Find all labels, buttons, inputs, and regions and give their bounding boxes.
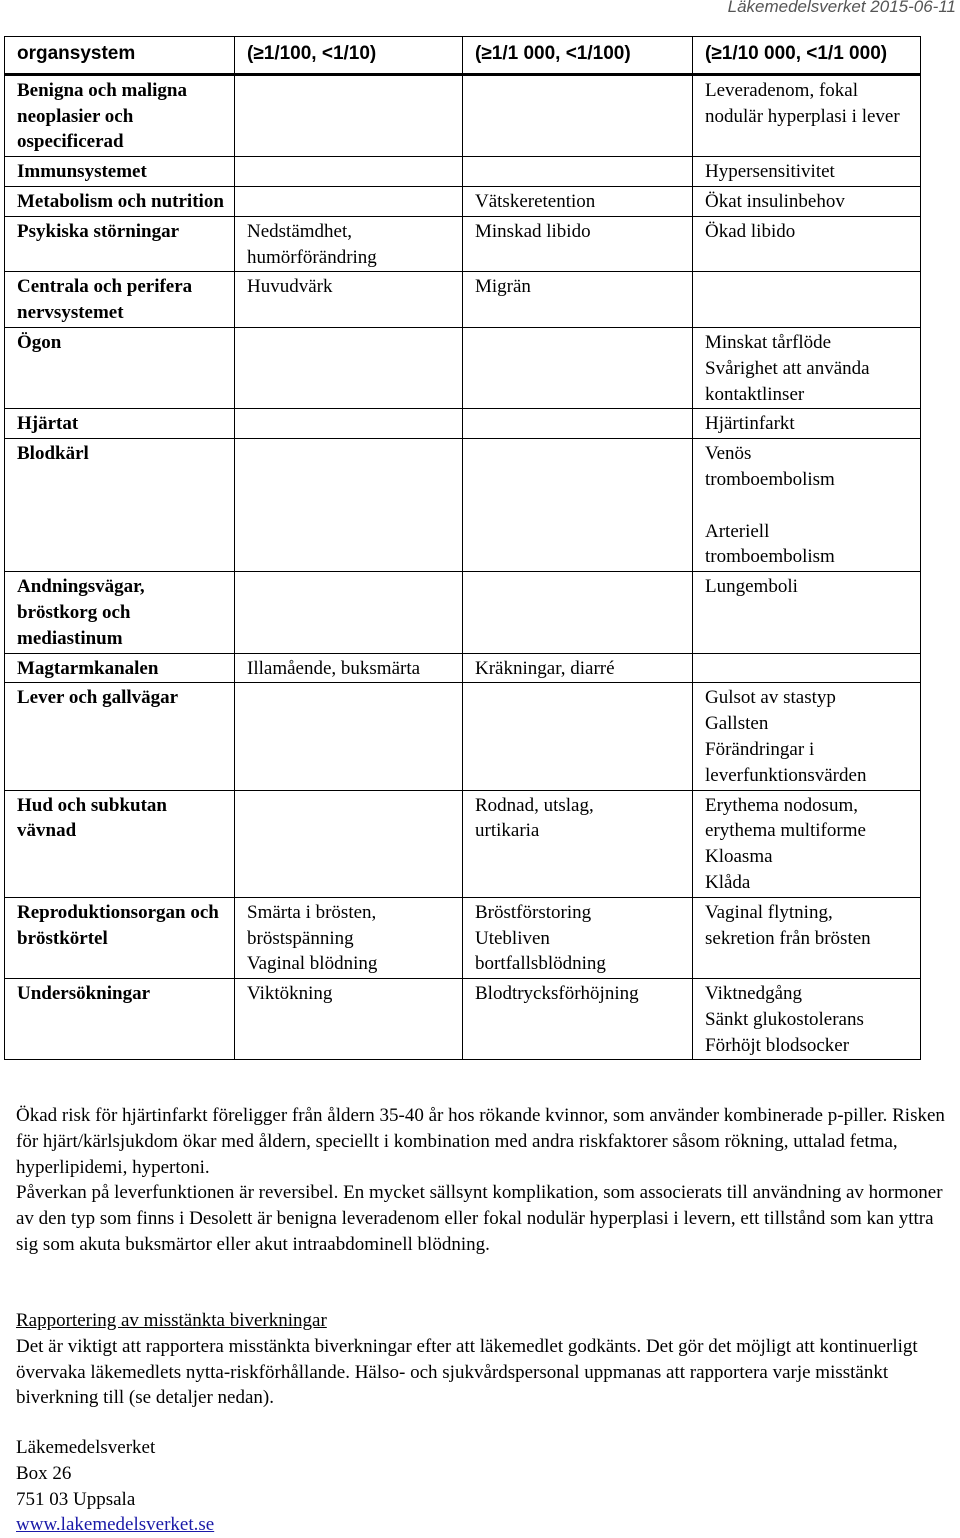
table-row (5, 683, 921, 790)
table-row (5, 272, 921, 328)
organ-system-cell: Centrala och perifera nervsystemet (5, 272, 235, 328)
organ-system-cell: Hud och subkutan vävnad (5, 790, 235, 897)
table-row (5, 439, 921, 572)
frequency-cell (463, 327, 693, 408)
frequency-cell (235, 186, 463, 216)
frequency-cell: Blodtrycksförhöjning (463, 979, 693, 1060)
table-row (5, 572, 921, 653)
frequency-cell: Minskad libido (463, 216, 693, 272)
frequency-cell: Viktnedgång Sänkt glukostolerans Förhöjt blodsocker (693, 979, 921, 1060)
frequency-cell: Kräkningar, diarré (463, 653, 693, 683)
table-header (5, 37, 921, 75)
reporting-section (16, 1308, 951, 1411)
frequency-cell (693, 272, 921, 328)
table-row (5, 653, 921, 683)
organ-system-cell: Metabolism och nutrition (5, 186, 235, 216)
organ-system-cell: Undersökningar (5, 979, 235, 1060)
organ-system-cell: Lever och gallvägar (5, 683, 235, 790)
table-row (5, 186, 921, 216)
frequency-cell: Migrän (463, 272, 693, 328)
table-row (5, 157, 921, 187)
header-date: Läkemedelsverket 2015-06-11 (727, 0, 956, 16)
column-header: (≥1/10 000, <1/1 000) (693, 37, 921, 75)
header-row (5, 37, 921, 75)
organ-system-cell: Magtarmkanalen (5, 653, 235, 683)
frequency-cell (235, 409, 463, 439)
table-row (5, 897, 921, 978)
frequency-cell (235, 157, 463, 187)
frequency-cell: Leveradenom, fokal nodulär hyperplasi i lever (693, 74, 921, 156)
organ-system-cell: Andningsvägar, bröstkorg och mediastinum (5, 572, 235, 653)
frequency-cell: Venös tromboembolism Arteriell tromboembolism (693, 439, 921, 572)
frequency-cell (463, 409, 693, 439)
frequency-cell (235, 74, 463, 156)
organ-system-cell: Ögon (5, 327, 235, 408)
adverse-effects-table (4, 36, 921, 1060)
organ-system-cell: Psykiska störningar (5, 216, 235, 272)
frequency-cell (235, 683, 463, 790)
organ-system-cell: Immunsystemet (5, 157, 235, 187)
frequency-cell: Bröstförstoring Utebliven bortfallsblödning (463, 897, 693, 978)
frequency-cell: Ökat insulinbehov (693, 186, 921, 216)
column-header: (≥1/100, <1/10) (235, 37, 463, 75)
frequency-cell: Minskat tårflöde Svårighet att använda kontaktlinser (693, 327, 921, 408)
frequency-cell: Ökad libido (693, 216, 921, 272)
reporting-heading: Rapportering av misstänkta biverkningar (16, 1310, 327, 1331)
address-block (16, 1435, 951, 1538)
frequency-cell: Hjärtinfarkt (693, 409, 921, 439)
frequency-cell (463, 572, 693, 653)
frequency-cell: Vaginal flytning, sekretion från brösten (693, 897, 921, 978)
frequency-cell: Illamående, buksmärta (235, 653, 463, 683)
table-row (5, 409, 921, 439)
table-row (5, 216, 921, 272)
body-text (16, 1103, 951, 1258)
table-row (5, 979, 921, 1060)
frequency-cell: Smärta i brösten, bröstspänning Vaginal blödning (235, 897, 463, 978)
frequency-cell: Rodnad, utslag, urtikaria (463, 790, 693, 897)
frequency-cell (463, 683, 693, 790)
paragraph-reporting: Det är viktigt att rapportera misstänkta biverkningar efter att läkemedlet godkänts. Det gör det möjligt att kontinuerligt övervaka läkemedlets nytta-riskförhållande. Hälso- och sjukvårdspersonal uppmanas att rapportera varje misstänkt biverkning till (se detaljer nedan). (16, 1335, 918, 1409)
frequency-cell (235, 572, 463, 653)
frequency-cell: Huvudvärk (235, 272, 463, 328)
frequency-cell: Erythema nodosum, erythema multiforme Kloasma Klåda (693, 790, 921, 897)
frequency-cell (693, 653, 921, 683)
frequency-cell (463, 74, 693, 156)
website-link[interactable]: www.lakemedelsverket.se (16, 1514, 215, 1536)
frequency-cell: Viktökning (235, 979, 463, 1060)
frequency-cell: Vätskeretention (463, 186, 693, 216)
address-name: Läkemedelsverket (16, 1437, 156, 1458)
table-body (5, 74, 921, 1060)
column-header: (≥1/1 000, <1/100) (463, 37, 693, 75)
frequency-cell: Hypersensitivitet (693, 157, 921, 187)
frequency-cell: Nedstämdhet, humörförändring (235, 216, 463, 272)
frequency-cell: Lungemboli (693, 572, 921, 653)
table-row (5, 790, 921, 897)
table-row (5, 74, 921, 156)
frequency-cell (463, 157, 693, 187)
frequency-cell (235, 327, 463, 408)
paragraph-risk: Ökad risk för hjärtinfarkt föreligger från åldern 35-40 år hos rökande kvinnor, som använder kombinerade p-piller. Risken för hjärt/kärlsjukdom ökar med åldern, speciellt i kombination med andra riskfaktorer såsom rökning, uttalad fetma, hyperlipidemi, hypertoni. (16, 1105, 945, 1178)
paragraph-liver: Påverkan på leverfunktionen är reversibel. En mycket sällsynt komplikation, som associerats till användning av hormoner av den typ som finns i Desolett är benigna leveradenom eller fokal nodulär hyperplasi i levern, ett tillstånd som kan yttra sig som akuta buksmärtor eller akut intraabdominell blödning. (16, 1182, 943, 1255)
frequency-cell (235, 790, 463, 897)
organ-system-cell: Reproduktionsorgan och bröstkörtel (5, 897, 235, 978)
frequency-cell (463, 439, 693, 572)
table-row (5, 327, 921, 408)
address-city: 751 03 Uppsala (16, 1488, 136, 1510)
organ-system-cell: Blodkärl (5, 439, 235, 572)
organ-system-cell: Hjärtat (5, 409, 235, 439)
organ-system-cell: Benigna och maligna neoplasier och ospecificerad (5, 74, 235, 156)
column-header: organsystem (5, 37, 235, 75)
frequency-cell (235, 439, 463, 572)
address-box: Box 26 (16, 1462, 72, 1484)
frequency-cell: Gulsot av stastyp Gallsten Förändringar i leverfunktionsvärden (693, 683, 921, 790)
